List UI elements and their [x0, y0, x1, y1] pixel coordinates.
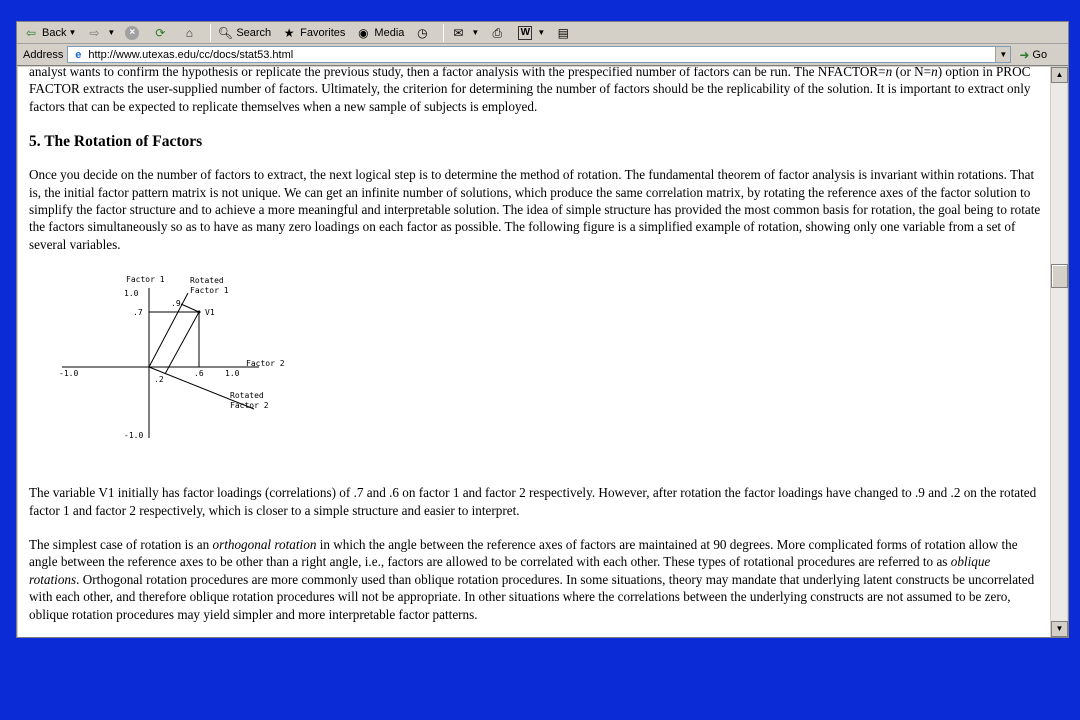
forward-arrow-icon: ⇨: [89, 25, 100, 40]
vertical-scrollbar[interactable]: [1050, 67, 1067, 637]
favorites-label: Favorites: [300, 26, 346, 39]
scrollbar-thumb[interactable]: [1051, 264, 1068, 288]
factor1-label: Factor 1: [126, 275, 165, 285]
v1-label: V1: [205, 308, 215, 318]
edit-button[interactable]: [518, 24, 545, 42]
media-icon: ◉: [358, 25, 369, 40]
intro-paragraph: analyst wants to confirm the hypothesis or replicate the previous study, then a factor analysis with the prespecified number of factors can be run. The NFACTOR=n (or N=n) option in PROC FACTOR extracts the user-supplied number of factors. Ultimately, the criterion for determining the number of factors should be the replicability of the solution. It is important to extract only factors that can be expected to replicate themselves when a new sample of subjects is employed.: [29, 67, 1031, 114]
back-button[interactable]: [23, 24, 76, 42]
refresh-button[interactable]: [152, 24, 171, 42]
discuss-icon: ▤: [557, 25, 569, 40]
forward-dropdown-icon[interactable]: ▼: [107, 28, 116, 37]
go-label: Go: [1032, 48, 1048, 61]
search-button[interactable]: [217, 24, 271, 42]
rotation-figure: [59, 270, 359, 470]
stop-button[interactable]: [125, 24, 142, 42]
v1-paragraph: The variable V1 initially has factor loadings (correlations) of .7 and .6 on factor 1 and factor 2 respectively. However, after rotation the factor loadings have changed to .9 and .2 on the rotated factor 1 and factor 2 respectively, which is closer to a simple structure and easier to interpret.: [29, 485, 1037, 518]
back-dropdown-icon[interactable]: ▼: [68, 28, 77, 37]
search-label: Search: [236, 26, 272, 39]
orthogonal-paragraph: The simplest case of rotation is an orthogonal rotation in which the angle between the reference axes of factors are maintained at 90 degrees. More complicated forms of rotation allow the angle between the reference axes to be other than a right angle, i.e., factors are allowed to be correlated with each other. These types of rotational procedures are referred to as oblique rotations. Orthogonal rotation procedures are more commonly used than oblique rotation procedures. In some situations, theory may mandate that underlying latent constructs be uncorrelated with each other, and therefore oblique rotation procedures will not be appropriate. In other situations where the correlations between the underlying constructs are not assumed to be zero, oblique rotation procedures may yield simpler and more interpretable factor patterns.: [29, 537, 1035, 622]
word-icon: W: [518, 26, 532, 40]
v1-point: [198, 311, 201, 314]
factor2-label: Factor 2: [246, 359, 285, 369]
ie-page-icon: e: [75, 48, 82, 61]
section-heading: 5. The Rotation of Factors: [29, 133, 203, 151]
loading-f2-label: .6: [194, 369, 204, 379]
forward-button[interactable]: [86, 24, 115, 42]
address-input[interactable]: [67, 46, 1011, 63]
address-dropdown-icon[interactable]: ▼: [995, 47, 1010, 62]
tick-y-bottom: -1.0: [124, 431, 144, 441]
media-label: Media: [374, 26, 405, 39]
rotated-f2-projection: [165, 312, 199, 374]
browser-window: [16, 21, 1069, 638]
address-bar: [17, 44, 1068, 66]
print-button[interactable]: [489, 24, 508, 42]
scroll-up-arrow-icon[interactable]: ▲: [1051, 67, 1068, 83]
discuss-button[interactable]: [555, 24, 574, 42]
scroll-down-arrow-icon[interactable]: ▼: [1051, 621, 1068, 637]
back-label: Back: [42, 26, 67, 39]
history-icon: ◷: [417, 25, 428, 40]
history-button[interactable]: [414, 24, 433, 42]
rotated-f1-projection: [181, 304, 199, 312]
favorites-button[interactable]: [281, 24, 345, 42]
page-content: [18, 67, 1050, 637]
tick-x-right: 1.0: [225, 369, 240, 379]
edit-dropdown-icon[interactable]: ▼: [537, 28, 546, 37]
tick-y-top: 1.0: [124, 289, 139, 299]
toolbar-separator: [210, 24, 211, 42]
stop-icon: ×: [125, 26, 139, 40]
rotated-factor2-label-line1: Rotated: [230, 391, 264, 401]
rotated-factor2-label-line2: Factor 2: [230, 401, 269, 411]
loading-f1-label: .7: [133, 308, 143, 318]
back-arrow-icon: ⇦: [25, 25, 37, 40]
favorites-icon: ★: [283, 25, 295, 40]
rotation-paragraph: Once you decide on the number of factors to extract, the next logical step is to determine the method of rotation. The fundamental theorem of factor analysis is invariant within rotations. That is, the initial factor pattern matrix is not unique. We can get an infinite number of solutions, which produce the same correlation matrix, by rotating the reference axes of the factor solution to simplify the factor structure and to achieve a more meaningful and interpretable solution. The idea of simple structure has provided the most common basis for rotation, the goal being to rotate the factors simultaneously so as to have as many zero loadings on each factor as possible. The following figure is a simplified example of rotation, showing only one variable from a set of several variables.: [29, 167, 1041, 252]
media-button[interactable]: [355, 24, 404, 42]
toolbar-separator: [443, 24, 444, 42]
address-url[interactable]: http://www.utexas.edu/cc/docs/stat53.html: [88, 48, 294, 61]
home-icon: ⌂: [185, 25, 193, 40]
rotation-diagram: [59, 270, 359, 470]
rotated-loading-f2-label: .2: [154, 375, 164, 385]
address-label: Address: [23, 48, 64, 61]
mail-button[interactable]: [450, 24, 479, 42]
mail-dropdown-icon[interactable]: ▼: [471, 28, 480, 37]
rotated-factor1-label-line2: Factor 1: [190, 286, 229, 296]
tick-x-left: -1.0: [59, 369, 79, 379]
refresh-icon: ⟳: [155, 25, 166, 40]
browser-toolbar: [17, 22, 1068, 44]
search-icon: 🔍︎: [217, 25, 233, 40]
print-icon: ⎙: [492, 25, 503, 40]
rotated-factor1-label-line1: Rotated: [190, 276, 224, 286]
rotated-loading-f1-label: .9: [171, 299, 181, 309]
go-arrow-icon: ➜: [1019, 47, 1030, 62]
mail-icon: ✉: [453, 25, 464, 40]
go-button[interactable]: [1019, 48, 1047, 62]
home-button[interactable]: [181, 24, 200, 42]
